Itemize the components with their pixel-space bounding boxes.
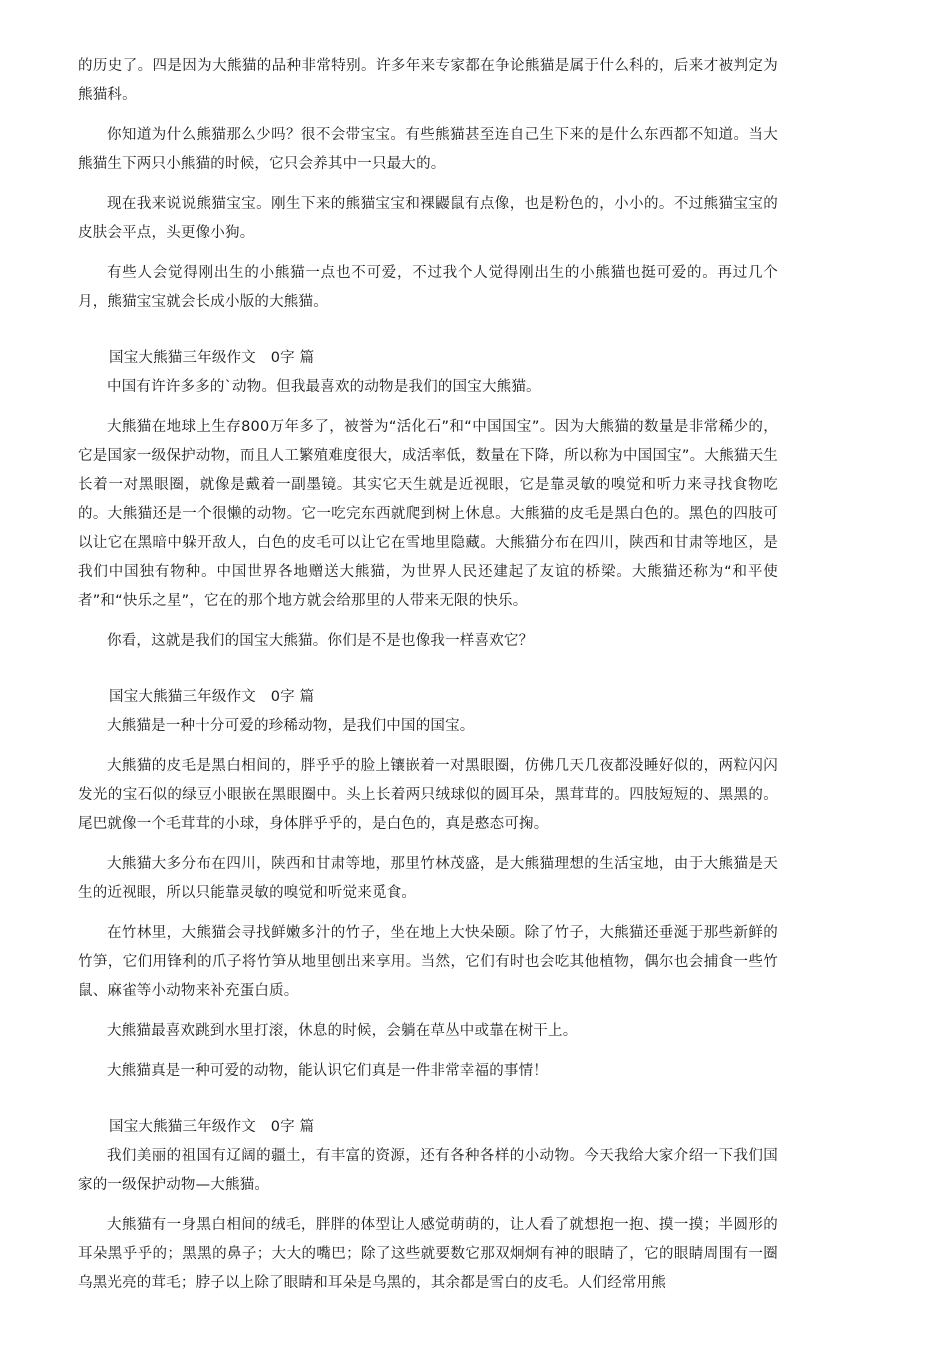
essay-heading: 国宝大熊猫三年级作文 0字 篇 <box>109 350 315 366</box>
paragraph: 你看，这就是我们的国宝大熊猫。你们是不是也像我一样喜欢它？ <box>107 633 534 649</box>
paragraph: 大熊猫大多分布在四川，陕西和甘肃等地，那里竹林茂盛，是大熊猫理想的生活宝地，由于大熊猫是天生的近视眼，所以只能靠灵敏的嗅觉和听觉来觅食。 <box>78 856 778 901</box>
paragraph: 我们美丽的祖国有辽阔的疆土，有丰富的资源，还有各种各样的小动物。今天我给大家介绍一下我们国家的一级保护动物—大熊猫。 <box>78 1148 778 1193</box>
paragraph: 的历史了。四是因为大熊猫的品种非常特别。许多年来专家都在争论熊猫是属于什么科的，后来才被判定为熊猫科。 <box>78 58 778 103</box>
essay-heading: 国宝大熊猫三年级作文 0字 篇 <box>109 1119 315 1135</box>
paragraph: 现在我来说说熊猫宝宝。刚生下来的熊猫宝宝和裸鼹鼠有点像，也是粉色的，小小的。不过熊猫宝宝的皮肤会平点，头更像小狗。 <box>78 196 778 241</box>
paragraph: 大熊猫最喜欢跳到水里打滚，休息的时候，会躺在草丛中或靠在树干上。 <box>107 1023 578 1039</box>
document-page <box>78 52 778 1309</box>
paragraph: 大熊猫有一身黑白相间的绒毛，胖胖的体型让人感觉萌萌的，让人看了就想抱一抱、摸一摸；半圆形的耳朵黑乎乎的；黑黑的鼻子；大大的嘴巴；除了这些就要数它那双炯炯有神的眼睛了，它的眼睛周围有一圈乌黑光亮的茸毛；脖子以上除了眼睛和耳朵是乌黑的，其余都是雪白的皮毛。人们经常用熊 <box>78 1217 778 1291</box>
essay-heading: 国宝大熊猫三年级作文 0字 篇 <box>109 689 315 705</box>
paragraph: 大熊猫在地球上生存800万年多了，被誉为“活化石”和“中国国宝”。因为大熊猫的数量是非常稀少的，它是国家一级保护动物，而且人工繁殖难度很大，成活率低，数量在下降，所以称为中国国宝”。大熊猫天生长着一对黑眼圈，就像是戴着一副墨镜。其实它天生就是近视眼，它是靠灵敏的嗅觉和听力来寻找食物吃的。大熊猫还是一个很懒的动物。它一吃完东西就爬到树上休息。大熊猫的皮毛是黑白色的。黑色的四肢可以让它在黑暗中躲开敌人，白色的皮毛可以让它在雪地里隐藏。大熊猫分布在四川，陕西和甘肃等地区，是我们中国独有物种。中国世界各地赠送大熊猫，为世界人民还建起了友谊的桥梁。大熊猫还称为“和平使者”和“快乐之星”，它在的那个地方就会给那里的人带来无限的快乐。 <box>78 419 778 609</box>
paragraph: 中国有许许多多的`动物。但我最喜欢的动物是我们的国宝大熊猫。 <box>107 379 541 395</box>
paragraph: 大熊猫的皮毛是黑白相间的，胖乎乎的脸上镶嵌着一对黑眼圈，仿佛几天几夜都没睡好似的，两粒闪闪发光的宝石似的绿豆小眼嵌在黑眼圈中。头上长着两只绒球似的圆耳朵，黑茸茸的。四肢短短的、黑黑的。尾巴就像一个毛茸茸的小球，身体胖乎乎的，是白色的，真是憨态可掬。 <box>78 758 778 832</box>
paragraph: 有些人会觉得刚出生的小熊猫一点也不可爱，不过我个人觉得刚出生的小熊猫也挺可爱的。再过几个月，熊猫宝宝就会长成小版的大熊猫。 <box>78 265 778 310</box>
paragraph: 在竹林里，大熊猫会寻找鲜嫩多汁的竹子，坐在地上大快朵颐。除了竹子，大熊猫还垂涎于那些新鲜的竹笋，它们用锋利的爪子将竹笋从地里刨出来享用。当然，它们有时也会吃其他植物，偶尔也会捕食一些竹鼠、麻雀等小动物来补充蛋白质。 <box>78 925 778 999</box>
paragraph: 你知道为什么熊猫那么少吗？很不会带宝宝。有些熊猫甚至连自己生下来的是什么东西都不知道。当大熊猫生下两只小熊猫的时候，它只会养其中一只最大的。 <box>78 127 778 172</box>
paragraph: 大熊猫真是一种可爱的动物，能认识它们真是一件非常幸福的事情！ <box>107 1063 548 1079</box>
paragraph: 大熊猫是一种十分可爱的珍稀动物，是我们中国的国宝。 <box>107 718 475 734</box>
